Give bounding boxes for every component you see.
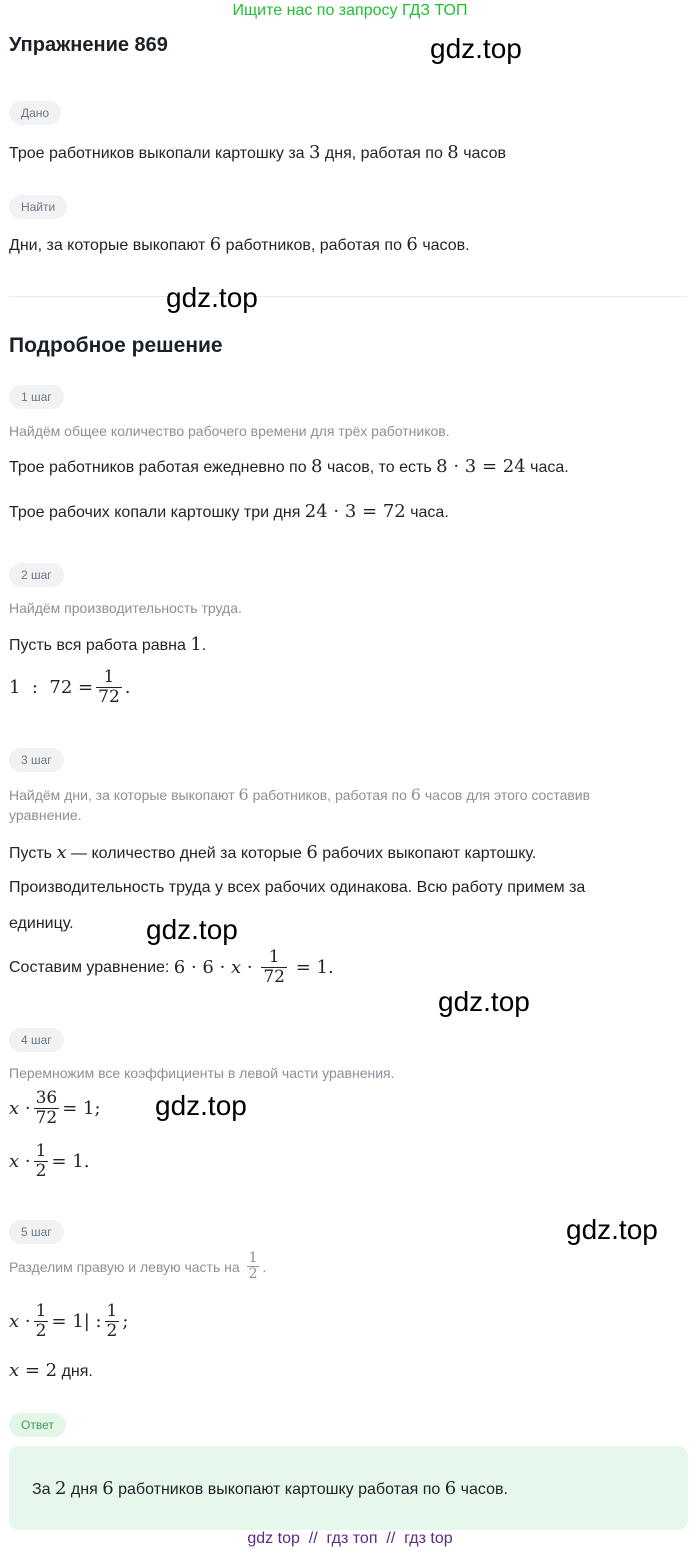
- fraction: $\frac{1}{2}$: [248, 1250, 258, 1282]
- watermark: gdz.top: [146, 914, 238, 945]
- fraction: $\frac{1}{2}$: [106, 1301, 118, 1341]
- solution-title: Подробное решение: [9, 334, 223, 357]
- given-pill: Дано: [9, 101, 61, 125]
- watermark: gdz.top: [566, 1214, 658, 1245]
- page-title: Упражнение 869: [9, 34, 168, 56]
- step2-hint: Найдём производительность труда.: [9, 600, 242, 616]
- step1-line1: Трое работников работая ежедневно по 8 часов, то есть 8 · 3 = 24 часа.: [9, 456, 569, 477]
- find-text: Дни, за которые выкопают 6 работников, работая по 6 часов.: [9, 234, 470, 255]
- step2-pill: 2 шаг: [9, 563, 64, 587]
- step5-hint: Разделим правую и левую часть на $\frac{1}{2}$ .: [9, 1250, 267, 1282]
- fraction: $\frac{1}{2}$: [35, 1301, 47, 1341]
- step4-equation2: x · $\frac{1}{2}$ = 1.: [9, 1141, 90, 1181]
- watermark: gdz.top: [155, 1090, 247, 1121]
- step3-pill: 3 шаг: [9, 748, 64, 772]
- step4-pill: 4 шаг: [9, 1028, 64, 1052]
- find-pill: Найти: [9, 195, 67, 219]
- answer-text: За 2 дня 6 работников выкопают картошку работая по 6 часов.: [32, 1478, 508, 1499]
- step1-pill: 1 шаг: [9, 385, 64, 409]
- step2-equation: 1 : 72 = $\frac{1}{72}$ .: [9, 667, 131, 707]
- step3-line2: Производительность труда у всех рабочих одинакова. Всю работу примем за: [9, 879, 586, 896]
- watermark: gdz.top: [430, 33, 522, 64]
- step5-equation2: x = 2 дня.: [9, 1360, 93, 1381]
- step5-pill: 5 шаг: [9, 1220, 64, 1244]
- step4-hint: Перемножим все коэффициенты в левой части уравнения.: [9, 1065, 395, 1081]
- footer-links: gdz top // гдз топ // гдз top: [247, 1530, 453, 1547]
- fraction: $\frac{1}{2}$: [35, 1141, 47, 1181]
- step3-hint: Найдём дни, за которые выкопают 6 работников, работая по 6 часов для этого составив: [9, 785, 591, 804]
- given-text: Трое работников выкопали картошку за 3 дня, работая по 8 часов: [9, 142, 507, 163]
- step4-equation1: x · $\frac{36}{72}$ = 1;: [9, 1088, 101, 1128]
- step1-hint: Найдём общее количество рабочего времени для трёх работников.: [9, 423, 450, 439]
- step1-line2: Трое рабочих копали картошку три дня 24 · 3 = 72 часа.: [9, 501, 449, 522]
- answer-pill: Ответ: [9, 1413, 66, 1437]
- step2-line1: Пусть вся работа равна 1.: [9, 634, 207, 655]
- watermark: gdz.top: [438, 986, 530, 1017]
- top-banner: Ищите нас по запросу ГДЗ ТОП: [232, 2, 468, 19]
- step3-equation: Составим уравнение: 6 · 6 · x · $\frac{1}{72}$ = 1.: [9, 947, 334, 987]
- fraction: $\frac{36}{72}$: [35, 1088, 58, 1128]
- divider: [9, 296, 687, 297]
- step3-line3: единицу.: [9, 915, 74, 932]
- step5-equation1: x · $\frac{1}{2}$ = 1| : $\frac{1}{2}$ ;: [9, 1301, 129, 1341]
- watermark: gdz.top: [166, 282, 258, 313]
- fraction: $\frac{1}{72}$: [263, 947, 285, 987]
- step3-hint-line2: уравнение.: [9, 807, 82, 823]
- fraction: $\frac{1}{72}$: [98, 667, 120, 707]
- step3-line1: Пусть x — количество дней за которые 6 рабочих выкопают картошку.: [9, 842, 537, 863]
